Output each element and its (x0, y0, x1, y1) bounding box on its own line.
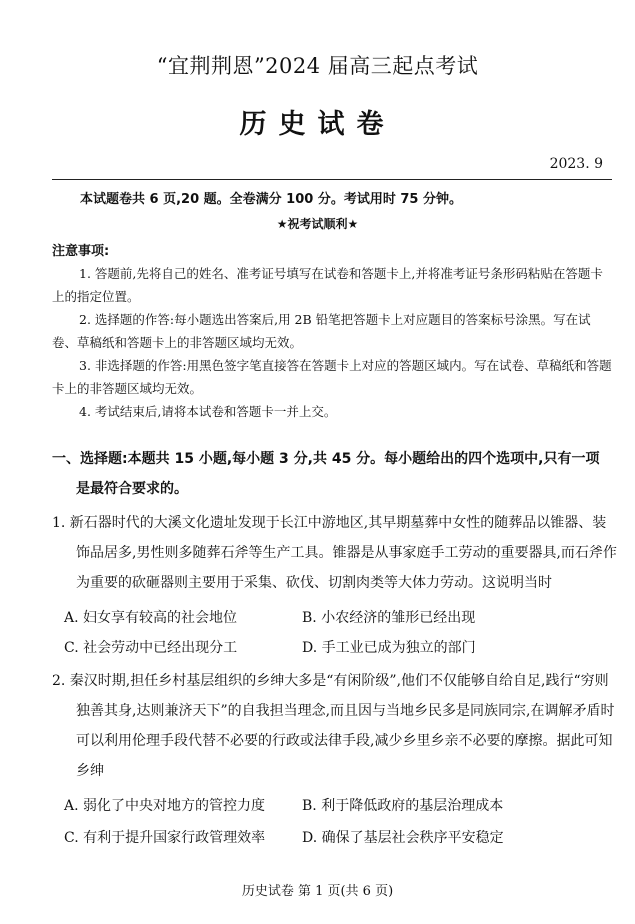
subject-title: 历史试卷 (239, 109, 396, 140)
question-stem: 2. 秦汉时期,担任乡村基层组织的乡绅大多是“有闲阶级”,他们不仅能够自给自足,践行“穷则独善其身,达则兼济天下”的自我担当理念,而且因与当地乡民多是同族同宗,在调解矛盾时可以利用伦理手段代替不必要的行政或法律手段,减少乡里乡亲不必要的摩擦。据此可知乡绅 (52, 673, 615, 779)
page-footer: 历史试卷 第 1 页(共 6 页) (241, 884, 394, 899)
notice-item: 3. 非选择题的作答:用黑色签字笔直接答在答题卡上对应的答题区域内。写在试卷、草稿纸和答题卡上的非答题区域均无效。 (52, 358, 612, 396)
exam-date: 2023. 9 (549, 156, 603, 172)
header-divider (52, 179, 612, 180)
option-b: B. 小农经济的雏形已经出现 (302, 610, 476, 626)
notice-item: 2. 选择题的作答:每小题选出答案后,用 2B 铅笔把答题卡上对应题目的答案标号涂黑。写在试卷、草稿纸和答题卡上的非答题区域均无效。 (52, 312, 591, 350)
question-1 (52, 508, 617, 598)
section-heading (52, 444, 622, 504)
good-luck-banner: ★祝考试顺利★ (276, 217, 359, 231)
option-d: D. 确保了基层社会秩序平安稳定 (302, 830, 504, 846)
notice-item: 4. 考试结束后,请将本试卷和答题卡一并上交。 (79, 404, 337, 419)
section-heading-line1: 一、选择题:本题共 15 小题,每小题 3 分,共 45 分。每小题给出的四个选项中,只有一项 (52, 451, 600, 467)
option-d: D. 手工业已成为独立的部门 (302, 640, 476, 656)
notice-title: 注意事项: (52, 244, 110, 259)
option-a: A. 弱化了中央对地方的管控力度 (64, 798, 266, 814)
option-b: B. 利于降低政府的基层治理成本 (302, 798, 504, 814)
question-stem: 1. 新石器时代的大溪文化遗址发现于长江中游地区,其早期墓葬中女性的随葬品以锥器、装饰品居多,男性则多随葬石斧等生产工具。锥器是从事家庭手工劳动的重要器具,而石斧作为重要的砍砸器则主要用于采集、砍伐、切割肉类等大体力劳动。这说明当时 (52, 515, 617, 591)
question-2 (52, 666, 617, 786)
option-a: A. 妇女享有较高的社会地位 (64, 610, 238, 626)
notice-item: 1. 答题前,先将自己的姓名、准考证号填写在试卷和答题卡上,并将准考证号条形码粘贴在答题卡上的指定位置。 (52, 266, 603, 304)
option-c: C. 社会劳动中已经出现分工 (64, 640, 238, 656)
exam-info: 本试题卷共 6 页,20 题。全卷满分 100 分。考试用时 75 分钟。 (80, 192, 462, 207)
option-c: C. 有利于提升国家行政管理效率 (64, 830, 266, 846)
exam-title: “宜荆荆恩”2024 届高三起点考试 (156, 54, 479, 78)
section-heading-line2: 是最符合要求的。 (76, 481, 188, 497)
